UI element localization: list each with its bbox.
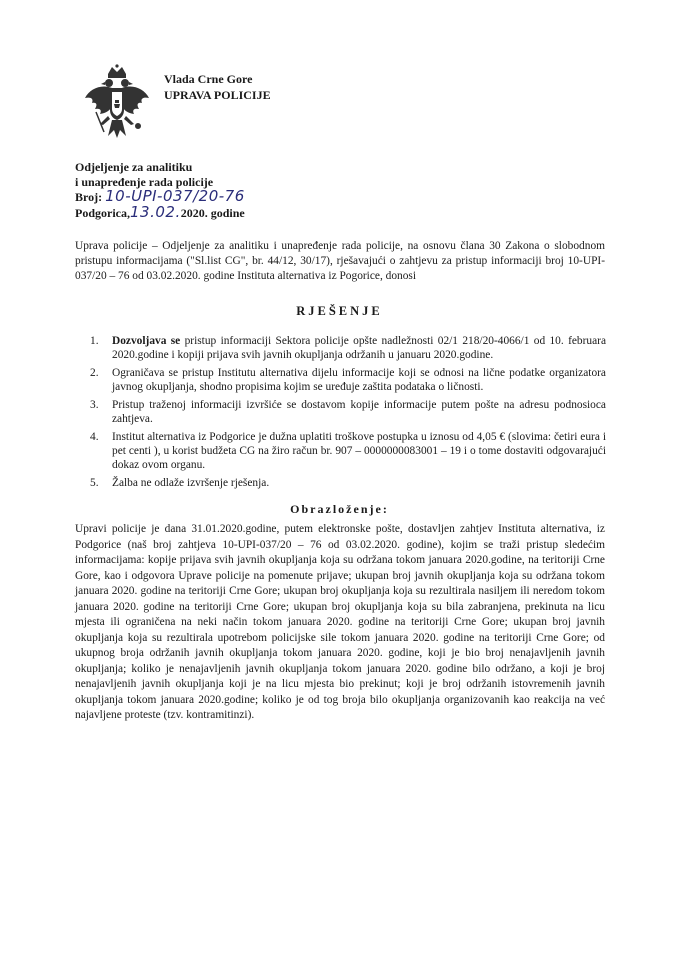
list-item bbox=[90, 476, 606, 490]
government-name: Vlada Crne Gore bbox=[164, 72, 253, 86]
reference-number-value: 10-UPI-037/20-76 bbox=[105, 187, 245, 205]
item-text: Žalba ne odlaže izvršenje rješenja. bbox=[112, 477, 270, 489]
date-year: 2020. godine bbox=[180, 205, 245, 220]
decision-title: RJEŠENJE bbox=[296, 304, 383, 318]
agency-name: UPRAVA POLICIJE bbox=[164, 88, 271, 102]
department-line-2: i unapređenje rada policije bbox=[75, 174, 214, 189]
handwritten-date: 13.02. bbox=[130, 202, 181, 221]
item-number: 4. bbox=[90, 431, 99, 443]
reference-block bbox=[75, 160, 245, 220]
item-text: Pristup traženoj informaciji izvršiće se dostavom kopije informacije putem pošte na adresu podnosioca zahtjeva. bbox=[112, 399, 606, 425]
list-item bbox=[90, 398, 606, 426]
reference-number-label: Broj: bbox=[75, 190, 103, 204]
item-text: Ograničava se pristup Institutu alternativa dijelu informacije koji se odnosi na lične podatke organizatora javnog okupljanja, shodno propisima kojim se uređuje zaštita podataka o ličnosti. bbox=[112, 367, 606, 393]
place-date bbox=[75, 202, 245, 221]
item-text: pristup informaciji Sektora policije opšte nadležnosti 02/1 218/20-4066/1 od 10. februara 2020.godine i kopiji prijava svih javnih okupljanja održanih u januaru 2020.godine. bbox=[112, 335, 607, 361]
list-item bbox=[90, 366, 606, 394]
issuer-block bbox=[164, 71, 271, 103]
list-item bbox=[90, 430, 606, 472]
item-text: Institut alternativa iz Podgorice je dužna uplatiti troškove postupka u iznosu od 4,05 € (slovima: četiri eura i pet centi ), u korist budžeta CG na žiro račun br. 907 – 0000000083001 – 19 i o tome dostaviti odgovarajući dokaz ovom organu. bbox=[112, 431, 606, 471]
place-label: Podgorica, bbox=[75, 205, 130, 220]
reasoning-paragraph: Upravi policije je dana 31.01.2020.godine, putem elektronske pošte, dostavljen zahtjev Instituta alternativa, iz Podgorice (naš broj zahtjeva 10-UPI-037/20 – 76 od 03.02.2020. godine), kojim se traži pristup sledećim informacijama: kopije prijava svih javnih okupljanja koja su održana tokom januara 2020.godine, na teritoriji Crne Gore, kao i odgovora Uprave policije na pomenute prijave; ukupan broj javnih okupljanja koja su održana tokom januara 2020. godine na teritoriji Crne Gore; ukupan broj okupljanja koja su rezultirala nasiljem ili neredom tokom januara 2020. godine na teritoriji Crne Gore; ukupan broj okupljanja koja su bila zabranjena, prekinuta na licu mjesta ili ograničena na neki način tokom januara 2020. godine na teritoriji Crne Gore; ukupan broj javnih okupljanja koja su rezultirala upotrebom policijske sile tokom januara 2020. godine na teritoriji Crne Gore; od ukupnog broja održanih javnih okupljanja tokom januara 2020. godine, koji je bio broj nenajavljenih javnih okupljanja; koliko je nenajavljenih javnih okupljanja tokom januara 2020. godine bilo održano, a koji je broj nenajavljenih javnih okupljanja koji je na licu mjesta bio prekinut; koji je broj održanih istovremenih javnih okupljanja tokom januara 2020.godine; koliko je od tog broja bilo okupljanja organizovanih kao reakcija na već najavljene proteste (tzv. kontramitinzi). bbox=[75, 523, 605, 721]
department-line-1: Odjeljenje za analitiku bbox=[75, 160, 193, 174]
item-number: 2. bbox=[90, 367, 99, 379]
item-number: 3. bbox=[90, 399, 99, 411]
item-number: 5. bbox=[90, 477, 99, 489]
coat-of-arms-icon bbox=[82, 64, 152, 146]
intro-paragraph: Uprava policije – Odjeljenje za analitiku i unapređenje rada policije, na osnovu člana 30 Zakona o slobodnom pristupu informacijama ("Sl.list CG", br. 44/12, 30/17), rješavajući o zahtjevu za pristup informaciji broj 10-UPI-037/20 – 76 od 03.02.2020. godine Instituta alternativa iz Pogorice, donosi bbox=[75, 240, 605, 282]
list-item bbox=[90, 334, 607, 362]
item-number: 1. bbox=[90, 335, 99, 347]
decision-items bbox=[90, 334, 607, 494]
reasoning-title: Obrazloženje: bbox=[290, 502, 389, 516]
item-lead: Dozvoljava se bbox=[112, 335, 181, 347]
